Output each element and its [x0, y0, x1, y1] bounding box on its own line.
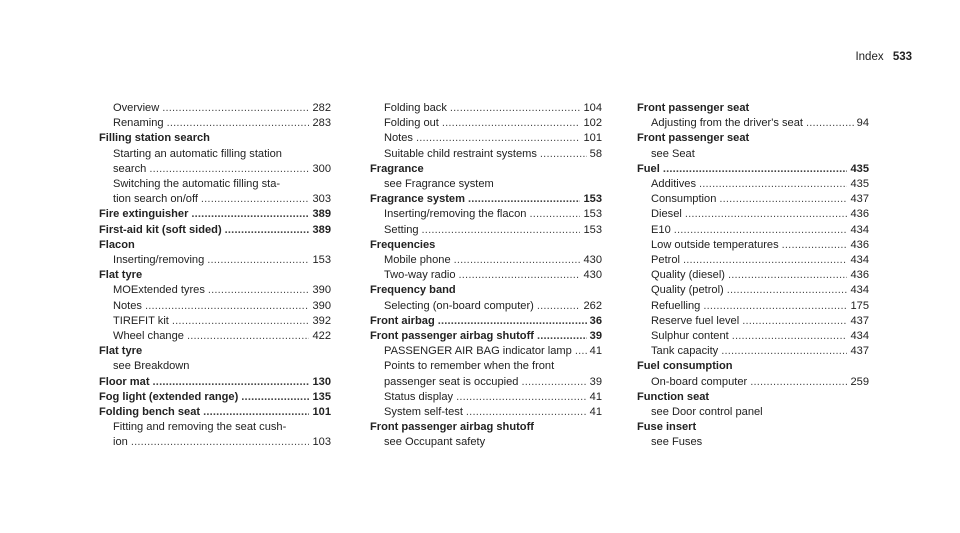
page-reference[interactable]: 389	[312, 208, 331, 221]
entry-text: Two-way radio	[384, 269, 456, 282]
entry-text: Setting	[384, 223, 419, 236]
dot-leader	[537, 329, 587, 344]
index-subentry	[637, 238, 869, 253]
index-subentry	[637, 329, 869, 344]
page-reference[interactable]: 430	[583, 269, 602, 282]
dot-leader	[537, 299, 581, 314]
index-subentry	[370, 101, 602, 116]
dot-leader	[207, 253, 309, 268]
index-heading	[370, 314, 602, 329]
page-reference[interactable]: 435	[850, 178, 869, 191]
index-heading	[99, 207, 331, 222]
page-reference[interactable]: 259	[850, 375, 869, 388]
entry-text: Front passenger airbag shutoff	[370, 330, 534, 343]
dot-leader	[719, 192, 847, 207]
index-subentry	[370, 223, 602, 238]
entry-text: PASSENGER AIR BAG indicator lamp	[384, 345, 572, 358]
entry-text: Reserve fuel level	[651, 314, 740, 327]
index-subentry	[637, 344, 869, 359]
dot-leader	[721, 344, 847, 359]
index-heading: Fragrance	[370, 162, 424, 175]
page-reference[interactable]: 434	[850, 254, 869, 267]
page-reference[interactable]: 101	[312, 406, 331, 419]
dot-leader	[454, 253, 581, 268]
entry-text: Floor mat	[99, 375, 150, 388]
dot-leader	[575, 344, 587, 359]
dot-leader	[732, 329, 848, 344]
page-reference[interactable]: 94	[856, 117, 869, 130]
index-subentry	[99, 283, 331, 298]
index-subentry: Points to remember when the front	[384, 360, 555, 373]
page-reference[interactable]: 36	[589, 314, 602, 327]
dot-leader	[750, 375, 847, 390]
index-heading	[99, 405, 331, 420]
page-reference[interactable]: 436	[850, 269, 869, 282]
dot-leader	[742, 314, 847, 329]
index-subentry: see Fuses	[651, 436, 703, 449]
dot-leader	[191, 207, 309, 222]
dot-leader	[663, 162, 848, 177]
entry-text: Low outside temperatures	[651, 238, 779, 251]
dot-leader	[131, 435, 310, 450]
index-subentry	[637, 268, 869, 283]
entry-text: Selecting (on-board computer)	[384, 299, 534, 312]
index-subentry: see Occupant safety	[384, 436, 486, 449]
dot-leader	[674, 223, 848, 238]
page-reference[interactable]: 437	[850, 345, 869, 358]
page-reference[interactable]: 41	[589, 406, 602, 419]
entry-text: Folding bench seat	[99, 406, 201, 419]
entry-text: Adjusting from the driver's seat	[651, 117, 803, 130]
index-subentry: see Seat	[651, 147, 695, 160]
dot-leader	[208, 283, 310, 298]
dot-leader	[203, 405, 309, 420]
dot-leader	[153, 375, 310, 390]
entry-text: Fragrance system	[370, 193, 465, 206]
page-number: 533	[892, 51, 912, 63]
entry-text: Wheel change	[113, 330, 184, 343]
dot-leader	[703, 299, 847, 314]
index-subentry	[99, 329, 331, 344]
index-subentry	[637, 207, 869, 222]
index-heading	[99, 390, 331, 405]
page-reference[interactable]: 283	[312, 117, 331, 130]
page-reference[interactable]: 58	[589, 147, 602, 160]
index-subentry	[99, 435, 331, 450]
section-title: Index	[855, 51, 884, 63]
dot-leader	[456, 390, 587, 405]
page-reference[interactable]: 390	[312, 299, 331, 312]
entry-text: MOExtended tyres	[113, 284, 205, 297]
dot-leader	[699, 177, 847, 192]
index-heading	[99, 223, 331, 238]
page-reference[interactable]: 435	[850, 162, 869, 175]
entry-text: On-board computer	[651, 375, 748, 388]
page-reference[interactable]: 153	[583, 223, 602, 236]
index-subentry	[637, 283, 869, 298]
page-reference[interactable]: 39	[589, 375, 602, 388]
page-reference[interactable]: 130	[312, 375, 331, 388]
dot-leader	[438, 314, 587, 329]
dot-leader	[782, 238, 848, 253]
index-subentry	[370, 375, 602, 390]
page-reference[interactable]: 41	[589, 345, 602, 358]
index-heading: Fuel consumption	[637, 360, 733, 373]
index-heading: Front passenger airbag shutoff	[370, 421, 534, 434]
page-reference[interactable]: 104	[583, 102, 602, 114]
entry-text: Inserting/removing the flacon	[384, 208, 527, 221]
entry-text: First-aid kit (soft sided)	[99, 223, 222, 236]
page-reference[interactable]: 392	[312, 314, 331, 327]
page-reference[interactable]: 103	[312, 436, 331, 449]
dot-leader	[468, 192, 581, 207]
page-reference[interactable]: 39	[589, 330, 602, 343]
page-reference[interactable]: 422	[312, 330, 331, 343]
dot-leader	[459, 268, 581, 283]
index-subentry: Switching the automatic filling sta-	[113, 178, 281, 191]
dot-leader	[162, 101, 309, 116]
dot-leader	[225, 223, 310, 238]
page-reference[interactable]: 437	[850, 193, 869, 206]
page-reference[interactable]: 437	[850, 314, 869, 327]
index-heading: Front passenger seat	[637, 132, 750, 145]
page-reference[interactable]: 135	[312, 390, 331, 403]
dot-leader	[683, 253, 848, 268]
entry-text: Fog light (extended range)	[99, 390, 239, 403]
index-subentry	[637, 192, 869, 207]
entry-text: Refuelling	[651, 299, 701, 312]
page-reference[interactable]: 300	[312, 162, 331, 175]
index-heading: Function seat	[637, 390, 710, 403]
index-subentry	[99, 192, 331, 207]
index-heading: Frequencies	[370, 238, 436, 251]
page-reference[interactable]: 436	[850, 238, 869, 251]
dot-leader	[442, 116, 581, 131]
index-subentry	[99, 253, 331, 268]
entry-text: Suitable child restraint systems	[384, 147, 537, 160]
dot-leader	[529, 207, 580, 222]
entry-text: Inserting/removing	[113, 254, 205, 267]
entry-text: Front airbag	[370, 314, 435, 327]
entry-text: ion	[113, 436, 128, 449]
page-reference[interactable]: 434	[850, 223, 869, 236]
entry-text: TIREFIT kit	[113, 314, 169, 327]
page-reference[interactable]: 434	[850, 284, 869, 297]
entry-text: Notes	[384, 132, 413, 145]
index-subentry	[637, 253, 869, 268]
index-heading: Flat tyre	[99, 345, 143, 358]
index-subentry	[370, 207, 602, 222]
index-heading: Front passenger seat	[637, 102, 750, 114]
index-subentry	[637, 375, 869, 390]
index-subentry	[370, 390, 602, 405]
index-subentry	[99, 162, 331, 177]
entry-text: Diesel	[651, 208, 682, 221]
index-heading	[637, 162, 869, 177]
page-reference[interactable]: 303	[312, 193, 331, 206]
index-subentry	[370, 299, 602, 314]
dot-leader	[145, 299, 310, 314]
entry-text: Notes	[113, 299, 142, 312]
dot-leader	[416, 131, 581, 146]
dot-leader	[521, 375, 586, 390]
page-reference[interactable]: 175	[850, 299, 869, 312]
dot-leader	[167, 116, 310, 131]
entry-text: E10	[651, 223, 671, 236]
index-subentry	[370, 405, 602, 420]
entry-text: System self-test	[384, 406, 463, 419]
index-subentry	[637, 299, 869, 314]
index-heading: Flat tyre	[99, 269, 143, 282]
index-subentry	[370, 147, 602, 162]
index-subentry	[99, 314, 331, 329]
index-column-2	[370, 101, 602, 451]
index-subentry	[370, 131, 602, 146]
entry-text: Additives	[651, 178, 697, 191]
index-subentry	[637, 223, 869, 238]
page-reference[interactable]: 153	[583, 193, 602, 206]
dot-leader	[806, 116, 854, 131]
index-column-1	[99, 101, 331, 451]
entry-text: Sulphur content	[651, 330, 729, 343]
entry-text: Fuel	[637, 162, 660, 175]
index-subentry	[370, 268, 602, 283]
index-heading: Flacon	[99, 238, 135, 251]
entry-text: tion search on/off	[113, 193, 198, 206]
page-reference[interactable]: 434	[850, 330, 869, 343]
page-reference[interactable]: 41	[589, 390, 602, 403]
entry-text: Consumption	[651, 193, 717, 206]
index-heading	[370, 329, 602, 344]
entry-text: Folding back	[384, 102, 447, 114]
entry-text: Tank capacity	[651, 345, 719, 358]
dot-leader	[727, 283, 848, 298]
dot-leader	[422, 223, 581, 238]
index-heading: Fuse insert	[637, 421, 697, 434]
dot-leader	[728, 268, 848, 283]
dot-leader	[172, 314, 310, 329]
page-header	[855, 51, 912, 63]
entry-text: Fire extinguisher	[99, 208, 189, 221]
index-column-3	[637, 101, 869, 451]
entry-text: Status display	[384, 390, 454, 403]
entry-text: Overview	[113, 102, 160, 114]
page-reference[interactable]: 436	[850, 208, 869, 221]
index-subentry	[637, 116, 869, 131]
index-subentry	[637, 314, 869, 329]
page-reference[interactable]: 153	[583, 208, 602, 221]
index-subentry	[99, 116, 331, 131]
entry-text: search	[113, 162, 147, 175]
entry-text: Quality (diesel)	[651, 269, 725, 282]
index-subentry: Starting an automatic filling station	[113, 147, 282, 160]
dot-leader	[685, 207, 848, 222]
page-reference[interactable]: 153	[312, 254, 331, 267]
page-reference[interactable]: 101	[583, 132, 602, 145]
entry-text: Renaming	[113, 117, 164, 130]
index-subentry: Fitting and removing the seat cush-	[113, 421, 287, 434]
page-reference[interactable]: 390	[312, 284, 331, 297]
index-subentry: see Door control panel	[651, 406, 763, 419]
entry-text: Quality (petrol)	[651, 284, 724, 297]
page-reference[interactable]: 262	[583, 299, 602, 312]
index-subentry	[637, 177, 869, 192]
dot-leader	[450, 101, 581, 116]
dot-leader	[540, 147, 587, 162]
index-subentry	[99, 299, 331, 314]
index-subentry	[370, 253, 602, 268]
entry-text: passenger seat is occupied	[384, 375, 519, 388]
dot-leader	[466, 405, 587, 420]
entry-text: Mobile phone	[384, 254, 451, 267]
dot-leader	[241, 390, 309, 405]
page-reference[interactable]: 102	[583, 117, 602, 130]
index-subentry	[99, 101, 331, 116]
page-reference[interactable]: 389	[312, 223, 331, 236]
dot-leader	[187, 329, 310, 344]
index-heading: Filling station search	[99, 132, 210, 145]
index-subentry	[370, 116, 602, 131]
page-reference[interactable]: 430	[583, 254, 602, 267]
entry-text: Petrol	[651, 254, 680, 267]
index-subentry: see Breakdown	[113, 360, 190, 373]
dot-leader	[149, 162, 309, 177]
index-subentry	[370, 344, 602, 359]
dot-leader	[201, 192, 310, 207]
index-subentry: see Fragrance system	[384, 178, 494, 191]
index-heading	[370, 192, 602, 207]
entry-text: Folding out	[384, 117, 439, 130]
index-heading	[99, 375, 331, 390]
index-heading: Frequency band	[370, 284, 456, 297]
page-reference[interactable]: 282	[312, 102, 331, 114]
